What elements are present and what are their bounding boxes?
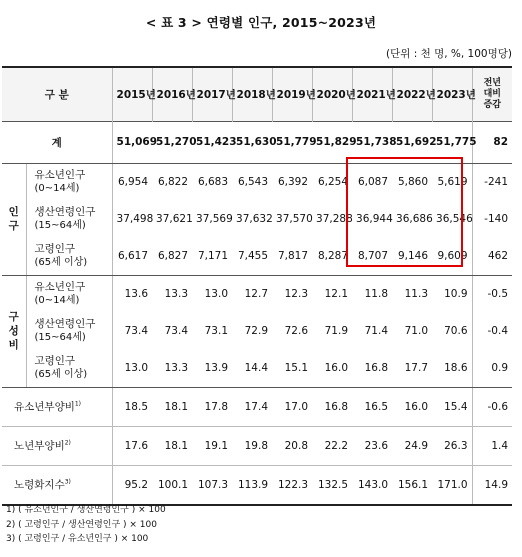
table-cell: 0.9 (472, 350, 512, 388)
header-year: 2017년 (192, 67, 232, 121)
table-cell: 51,829 (312, 121, 352, 163)
table-cell: 13.0 (112, 350, 152, 388)
row-name: 노령화지수 (14, 479, 65, 491)
row-name: 생산연령인구 (34, 318, 96, 330)
table-cell: 16.8 (352, 350, 392, 388)
row-label (2, 387, 112, 426)
table-cell: 12.7 (244, 288, 269, 300)
table-cell: 13.3 (164, 288, 189, 300)
row-range: (15~64세) (34, 220, 86, 231)
table-cell: 107.3 (192, 465, 232, 505)
table-cell: 36,944 (356, 213, 393, 225)
table-cell: 26.3 (432, 426, 472, 465)
table-cell: 15.4 (432, 387, 472, 426)
table-cell: 16.0 (312, 350, 352, 388)
table-cell: 70.6 (444, 325, 468, 337)
table-cell: 17.4 (232, 387, 272, 426)
table-cell: 82 (472, 121, 512, 163)
table-cell: 156.1 (392, 465, 432, 505)
table-cell: 19.8 (232, 426, 272, 465)
table-cell: 51,692 (392, 121, 432, 163)
table-cell: 37,621 (156, 213, 193, 225)
row-label (2, 426, 112, 465)
table-cell: 37,288 (316, 213, 353, 225)
header-year: 2018년 (232, 67, 272, 121)
table-cell: 37,569 (196, 213, 233, 225)
header-year: 2021년 (352, 67, 392, 121)
row-label (26, 238, 112, 276)
table-cell: 6,822 (157, 176, 189, 188)
row-name: 유소년인구 (34, 281, 86, 293)
table-row (2, 387, 512, 426)
table-cell: 14.9 (472, 465, 512, 505)
header-row (2, 67, 512, 121)
row-label (2, 465, 112, 505)
table-cell: 37,498 (112, 201, 152, 238)
table-cell: 24.9 (392, 426, 432, 465)
table-cell: 11.8 (364, 288, 389, 300)
table-cell: 12.3 (284, 288, 309, 300)
table-cell: -140 (472, 201, 512, 238)
table-cell: 71.4 (364, 325, 389, 337)
table-cell: 13.6 (112, 275, 152, 313)
table-cell: 5,860 (397, 176, 429, 188)
header-year: 2020년 (312, 67, 352, 121)
table-cell: 73.1 (204, 325, 229, 337)
table-cell: 8,287 (312, 238, 352, 276)
footnote: 2) ( 고령인구 / 생산연령인구 ) × 100 (6, 519, 157, 530)
table-cell: 17.8 (192, 387, 232, 426)
footnote: 3) ( 고령인구 / 유소년인구 ) × 100 (6, 534, 149, 544)
table-cell: 18.1 (152, 387, 192, 426)
table-cell: -0.6 (472, 387, 512, 426)
header-year: 2019년 (272, 67, 312, 121)
table-cell: 13.9 (192, 350, 232, 388)
row-name: 노년부양비 (14, 440, 65, 452)
table-cell: 36,686 (396, 213, 433, 225)
table-row (2, 426, 512, 465)
table-cell: 8,707 (352, 238, 392, 276)
table-cell: 6,617 (112, 238, 152, 276)
table-cell: 14.4 (232, 350, 272, 388)
table-cell: 18.5 (112, 387, 152, 426)
row-name: 유소년인구 (34, 169, 86, 181)
table-cell: 37,632 (236, 213, 273, 225)
table-cell: 6,683 (197, 176, 229, 188)
table-cell: 16.5 (352, 387, 392, 426)
table-cell: 7,455 (232, 238, 272, 276)
table-cell: 9,146 (392, 238, 432, 276)
total-row (2, 121, 512, 163)
row-range: (0~14세) (34, 183, 80, 194)
table-cell: 51,738 (352, 121, 392, 163)
footnote-ref: 2) (64, 439, 71, 447)
table-cell: 6,827 (152, 238, 192, 276)
table-cell: 72.9 (244, 325, 269, 337)
table-cell: 20.8 (272, 426, 312, 465)
row-label (26, 201, 112, 238)
table-cell: 6,087 (357, 176, 389, 188)
table-cell: 17.7 (392, 350, 432, 388)
table-cell: -241 (472, 163, 512, 201)
header-change: 전년 대비 증감 (472, 67, 512, 121)
footnote-ref: 1) (74, 400, 82, 408)
table-row (2, 275, 512, 313)
row-name: 생산연령인구 (34, 206, 96, 218)
table-row (2, 313, 512, 350)
row-range: (0~14세) (34, 295, 80, 306)
group-label-composition: 구 성 비 (2, 275, 26, 387)
table-cell: 12.1 (324, 288, 349, 300)
table-cell: 36,546 (436, 213, 473, 225)
table-cell: 122.3 (272, 465, 312, 505)
table-cell: 95.2 (112, 465, 152, 505)
table-cell: 113.9 (232, 465, 272, 505)
table-cell: 37,570 (276, 213, 313, 225)
table-cell: 16.0 (392, 387, 432, 426)
table-cell: 100.1 (152, 465, 192, 505)
table-cell: 18.6 (432, 350, 472, 388)
table-cell: 16.8 (312, 387, 352, 426)
table-cell: 6,254 (317, 176, 349, 188)
table-cell: 7,817 (272, 238, 312, 276)
table-cell: 6,954 (112, 163, 152, 201)
row-name: 고령인구 (34, 355, 76, 367)
row-name: 고령인구 (34, 243, 76, 255)
table-cell: 15.1 (272, 350, 312, 388)
row-name: 유소년부양비 (14, 401, 75, 413)
row-label (26, 275, 112, 313)
table-row (2, 163, 512, 201)
table-cell: 13.0 (204, 288, 229, 300)
table-row (2, 238, 512, 276)
table-cell: 1.4 (472, 426, 512, 465)
table-cell: 5,619 (437, 176, 468, 188)
footnotes (6, 503, 166, 547)
table-cell: 171.0 (432, 465, 472, 505)
row-label (26, 313, 112, 350)
table-cell: 10.9 (444, 288, 468, 300)
population-table (2, 66, 512, 506)
table-cell: 18.1 (152, 426, 192, 465)
table-cell: 22.2 (312, 426, 352, 465)
table-cell: 132.5 (312, 465, 352, 505)
table-cell: -0.4 (472, 313, 512, 350)
header-year: 2016년 (152, 67, 192, 121)
row-range: (15~64세) (34, 332, 86, 343)
table-cell: 51,069 (112, 121, 152, 163)
table-cell: 73.4 (112, 313, 152, 350)
table-cell: 13.3 (152, 350, 192, 388)
header-year: 2022년 (392, 67, 432, 121)
table-cell: 51,270 (152, 121, 192, 163)
header-year: 2023년 (432, 67, 472, 121)
row-range: (65세 이상) (34, 257, 88, 268)
table-cell: 51,423 (192, 121, 232, 163)
table-cell: 11.3 (404, 288, 429, 300)
header-year: 2015년 (112, 67, 152, 121)
table-cell: 143.0 (352, 465, 392, 505)
table-row (2, 350, 512, 388)
table-cell: -0.5 (472, 275, 512, 313)
table-cell: 17.0 (272, 387, 312, 426)
table-cell: 71.9 (324, 325, 349, 337)
table-row (2, 465, 512, 505)
row-label (26, 350, 112, 388)
table-title: < 표 3 > 연령별 인구, 2015~2023년 (145, 15, 377, 30)
footnote: 1) ( 유소년인구 / 생산연령인구 ) × 100 (6, 505, 166, 515)
table-cell: 51,630 (232, 121, 272, 163)
table-cell: 72.6 (284, 325, 309, 337)
table-cell: 6,543 (237, 176, 269, 188)
group-label-population: 인 구 (2, 163, 26, 275)
table-cell: 6,392 (277, 176, 309, 188)
row-range: (65세 이상) (34, 369, 88, 380)
table-cell: 7,171 (192, 238, 232, 276)
row-label (26, 163, 112, 201)
footnote-ref: 3) (64, 478, 71, 486)
header-category: 구 분 (44, 88, 69, 101)
table-cell: 51,775 (432, 121, 472, 163)
table-cell: 51,779 (272, 121, 312, 163)
table-cell: 71.0 (404, 325, 429, 337)
unit-note: (단위 : 천 명, %, 100명당) (386, 48, 512, 60)
total-label: 계 (2, 121, 112, 163)
table-cell: 23.6 (352, 426, 392, 465)
table-row (2, 201, 512, 238)
table-cell: 73.4 (164, 325, 189, 337)
table-cell: 17.6 (112, 426, 152, 465)
table-cell: 9,609 (432, 238, 472, 276)
table-cell: 462 (472, 238, 512, 276)
table-cell: 19.1 (192, 426, 232, 465)
